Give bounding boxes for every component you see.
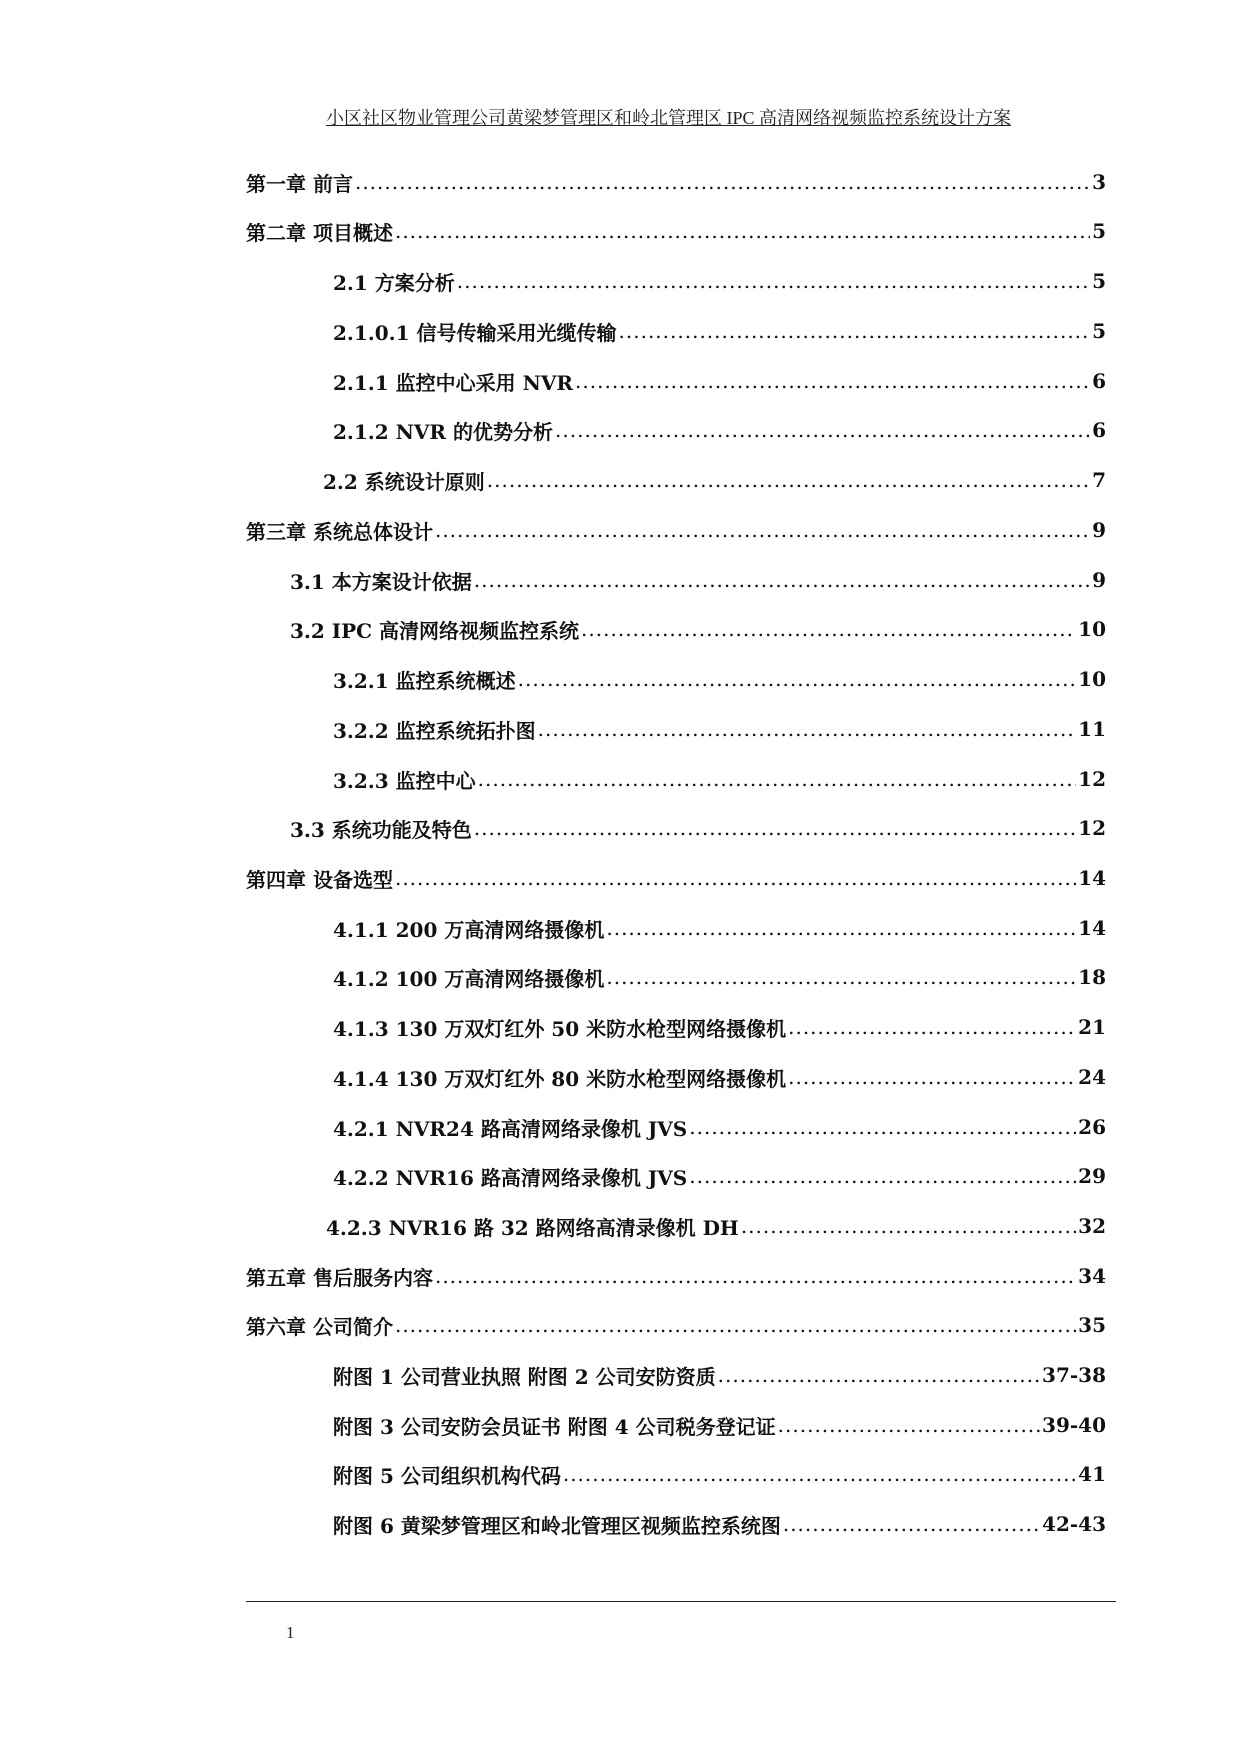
toc-entry-ch4[interactable]	[246, 862, 1106, 894]
toc-leader-dots	[619, 319, 1091, 343]
toc-entry-4-1-4[interactable]	[333, 1061, 1106, 1093]
toc-page-number: 5	[1092, 219, 1106, 243]
toc-entry-label: 3.2 IPC 高清网络视频监控系统	[290, 618, 580, 643]
toc-entry-label: 附图 5 公司组织机构代码	[333, 1463, 561, 1488]
toc-leader-dots	[778, 1413, 1040, 1437]
toc-page-number: 21	[1078, 1015, 1106, 1039]
toc-entry-3-1[interactable]	[290, 564, 1106, 596]
toc-leader-dots	[474, 816, 1076, 840]
toc-page-number: 6	[1092, 418, 1106, 442]
toc-page-number: 9	[1092, 518, 1106, 542]
toc-entry-label: 附图 1 公司营业执照 附图 2 公司安防资质	[333, 1364, 716, 1389]
toc-page-number: 29	[1078, 1164, 1106, 1188]
toc-entry-ch2[interactable]	[246, 215, 1106, 247]
toc-entry-label: 4.2.1 NVR24 路高清网络录像机 JVS	[333, 1116, 688, 1141]
toc-page-number: 32	[1078, 1214, 1106, 1238]
toc-page-number: 10	[1078, 617, 1106, 641]
toc-entry-appendix-1-2[interactable]	[333, 1359, 1106, 1391]
toc-entry-label: 2.2 系统设计原则	[323, 469, 485, 494]
toc-entry-label: 4.1.4 130 万双灯红外 80 米防水枪型网络摄像机	[333, 1066, 787, 1091]
toc-page-number: 14	[1078, 916, 1106, 940]
toc-entry-4-1-3[interactable]	[333, 1011, 1106, 1043]
toc-entry-label: 4.1.2 100 万高清网络摄像机	[333, 966, 605, 991]
toc-leader-dots	[435, 518, 1090, 542]
toc-leader-dots	[581, 617, 1076, 641]
toc-leader-dots	[788, 1015, 1076, 1039]
toc-entry-label: 第五章 售后服务内容	[246, 1265, 433, 1290]
toc-entry-label: 2.1.2 NVR 的优势分析	[333, 419, 554, 444]
toc-leader-dots	[555, 418, 1090, 442]
toc-leader-dots	[355, 170, 1090, 194]
toc-entry-label: 第四章 设备选型	[246, 867, 393, 892]
toc-entry-ch6[interactable]	[246, 1309, 1106, 1341]
toc-entry-label: 4.2.2 NVR16 路高清网络录像机 JVS	[333, 1165, 688, 1190]
toc-entry-2-1[interactable]	[333, 265, 1106, 297]
toc-entry-4-1-1[interactable]	[333, 912, 1106, 944]
toc-entry-label: 3.2.3 监控中心	[333, 768, 476, 793]
toc-page-number: 5	[1092, 319, 1106, 343]
toc-entry-label: 4.2.3 NVR16 路 32 路网络高清录像机 DH	[326, 1215, 739, 1240]
toc-leader-dots	[718, 1363, 1040, 1387]
toc-entry-label: 第三章 系统总体设计	[246, 519, 433, 544]
toc-page-number: 11	[1078, 717, 1106, 741]
running-header: 小区社区物业管理公司黄梁梦管理区和岭北管理区 IPC 高清网络视频监控系统设计方案	[326, 108, 1012, 128]
toc-entry-ch1[interactable]	[246, 166, 1106, 198]
toc-leader-dots	[538, 717, 1077, 741]
toc-entry-3-3[interactable]	[290, 812, 1106, 844]
toc-page-number: 39-40	[1042, 1413, 1106, 1437]
toc-leader-dots	[606, 916, 1076, 940]
toc-leader-dots	[783, 1512, 1040, 1536]
toc-entry-label: 第二章 项目概述	[246, 220, 393, 245]
toc-entry-label: 2.1 方案分析	[333, 270, 455, 295]
toc-entry-3-2-2[interactable]	[333, 713, 1106, 745]
toc-leader-dots	[518, 667, 1077, 691]
toc-page-number: 12	[1078, 767, 1106, 791]
toc-entry-ch3[interactable]	[246, 514, 1106, 546]
toc-page-number: 37-38	[1042, 1363, 1106, 1387]
toc-entry-2-2[interactable]	[323, 464, 1106, 496]
toc-page-number: 3	[1092, 170, 1106, 194]
toc-entry-4-2-1[interactable]	[333, 1111, 1106, 1143]
toc-page-number: 12	[1078, 816, 1106, 840]
toc-page-number: 42-43	[1042, 1512, 1106, 1536]
toc-entry-ch5[interactable]	[246, 1260, 1106, 1292]
toc-entry-label: 3.3 系统功能及特色	[290, 817, 472, 842]
toc-entry-2-1-0-1[interactable]	[333, 315, 1106, 347]
toc-entry-label: 第一章 前言	[246, 171, 353, 196]
toc-leader-dots	[575, 369, 1090, 393]
toc-leader-dots	[478, 767, 1077, 791]
toc-entry-appendix-6[interactable]	[333, 1508, 1106, 1540]
toc-page-number: 26	[1078, 1115, 1106, 1139]
toc-entry-label: 3.2.2 监控系统拓扑图	[333, 718, 536, 743]
toc-entry-label: 2.1.1 监控中心采用 NVR	[333, 370, 574, 395]
toc-leader-dots	[563, 1462, 1076, 1486]
toc-page-number: 18	[1078, 965, 1106, 989]
toc-leader-dots	[457, 269, 1090, 293]
toc-leader-dots	[487, 468, 1090, 492]
toc-page-number: 24	[1078, 1065, 1106, 1089]
toc-leader-dots	[689, 1115, 1076, 1139]
toc-leader-dots	[395, 1313, 1076, 1337]
footer-page-number: 1	[286, 1623, 295, 1642]
toc-leader-dots	[788, 1065, 1076, 1089]
toc-entry-3-2-1[interactable]	[333, 663, 1106, 695]
toc-entry-4-2-2[interactable]	[333, 1160, 1106, 1192]
toc-entry-3-2-3[interactable]	[333, 763, 1106, 795]
toc-entry-4-2-3[interactable]	[326, 1210, 1106, 1242]
toc-leader-dots	[474, 568, 1090, 592]
toc-page-number: 14	[1078, 866, 1106, 890]
toc-entry-label: 3.1 本方案设计依据	[290, 569, 472, 594]
toc-entry-3-2[interactable]	[290, 613, 1106, 645]
footer-rule	[246, 1601, 1116, 1602]
toc-leader-dots	[395, 866, 1076, 890]
toc-entry-2-1-1[interactable]	[333, 365, 1106, 397]
toc-entry-appendix-5[interactable]	[333, 1458, 1106, 1490]
toc-entry-label: 4.1.1 200 万高清网络摄像机	[333, 917, 605, 942]
toc-page-number: 41	[1078, 1462, 1106, 1486]
toc-leader-dots	[395, 219, 1090, 243]
toc-entry-appendix-3-4[interactable]	[333, 1409, 1106, 1441]
toc-page-number: 5	[1092, 269, 1106, 293]
toc-page-number: 10	[1078, 667, 1106, 691]
toc-page-number: 9	[1092, 568, 1106, 592]
toc-entry-2-1-2[interactable]	[333, 414, 1106, 446]
toc-leader-dots	[741, 1214, 1076, 1238]
toc-entry-label: 附图 6 黄梁梦管理区和岭北管理区视频监控系统图	[333, 1513, 781, 1538]
toc-entry-label: 4.1.3 130 万双灯红外 50 米防水枪型网络摄像机	[333, 1016, 787, 1041]
toc-page-number: 7	[1092, 468, 1106, 492]
toc-entry-label: 2.1.0.1 信号传输采用光缆传输	[333, 320, 617, 345]
toc-leader-dots	[435, 1264, 1076, 1288]
toc-page-number: 35	[1078, 1313, 1106, 1337]
toc-leader-dots	[606, 965, 1076, 989]
toc-page-number: 34	[1078, 1264, 1106, 1288]
toc-page-number: 6	[1092, 369, 1106, 393]
toc-entry-label: 3.2.1 监控系统概述	[333, 668, 516, 693]
toc-entry-4-1-2[interactable]	[333, 961, 1106, 993]
toc-leader-dots	[689, 1164, 1076, 1188]
toc-entry-label: 附图 3 公司安防会员证书 附图 4 公司税务登记证	[333, 1414, 776, 1439]
toc-entry-label: 第六章 公司简介	[246, 1314, 393, 1339]
